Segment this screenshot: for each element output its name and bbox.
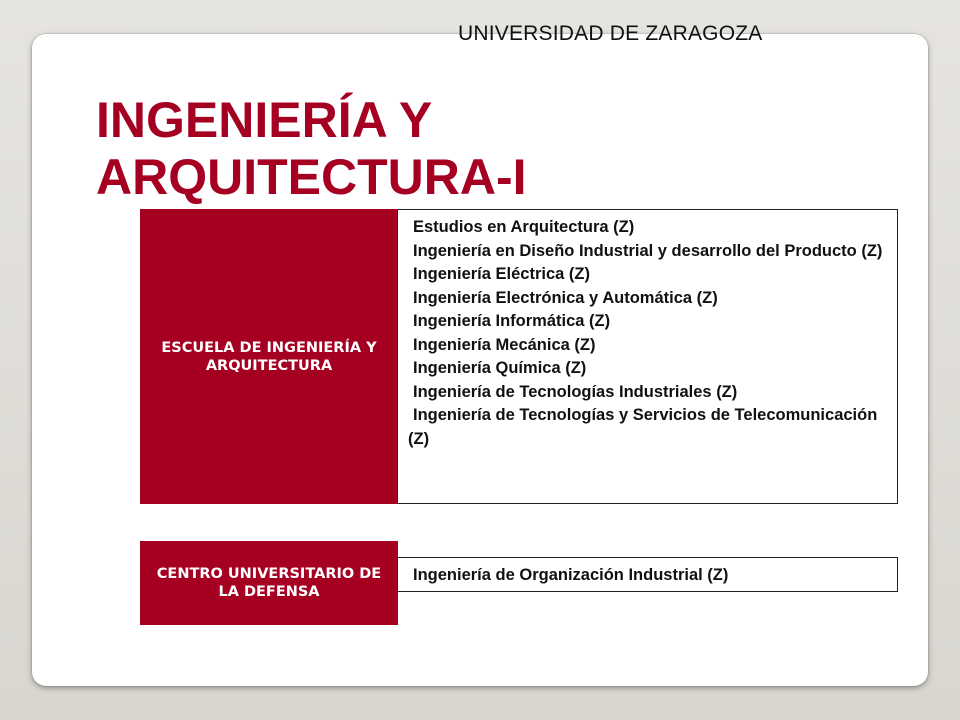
degree-item: Ingeniería Informática (Z) bbox=[413, 312, 611, 330]
degree-item: Ingeniería Química (Z) bbox=[413, 359, 587, 377]
degree-item: Ingeniería Mecánica (Z) bbox=[413, 335, 596, 354]
degree-item: Ingeniería Electrónica y Automática (Z) bbox=[413, 288, 718, 307]
degree-item: Ingeniería de Tecnologías Industriales (Z) bbox=[413, 382, 738, 401]
degree-item: Ingeniería en Diseño Industrial y desarrollo del Producto (Z) bbox=[413, 241, 883, 260]
center-name: ESCUELA DE INGENIERÍA Y ARQUITECTURA bbox=[161, 339, 377, 374]
degree-item: Ingeniería de Tecnologías y Servicios de Telecomunicación (Z) bbox=[408, 406, 878, 448]
degree-list-defensa bbox=[397, 557, 898, 592]
degree-item: Ingeniería Eléctrica (Z) bbox=[413, 265, 590, 283]
center-name: CENTRO UNIVERSITARIO DE LA DEFENSA bbox=[156, 566, 382, 600]
degree-item: Estudios en Arquitectura (Z) bbox=[413, 218, 635, 236]
center-escuela-ingenieria-arquitectura bbox=[140, 209, 398, 504]
degree-item: Ingeniería de Organización Industrial (Z) bbox=[413, 566, 729, 584]
page-title bbox=[96, 92, 856, 206]
center-universitario-defensa bbox=[140, 541, 398, 625]
university-name: UNIVERSIDAD DE ZARAGOZA bbox=[458, 22, 763, 45]
degree-list-escuela bbox=[397, 209, 898, 504]
title-line-2: ARQUITECTURA-I bbox=[96, 149, 527, 205]
title-line-1: INGENIERÍA Y bbox=[96, 92, 433, 148]
